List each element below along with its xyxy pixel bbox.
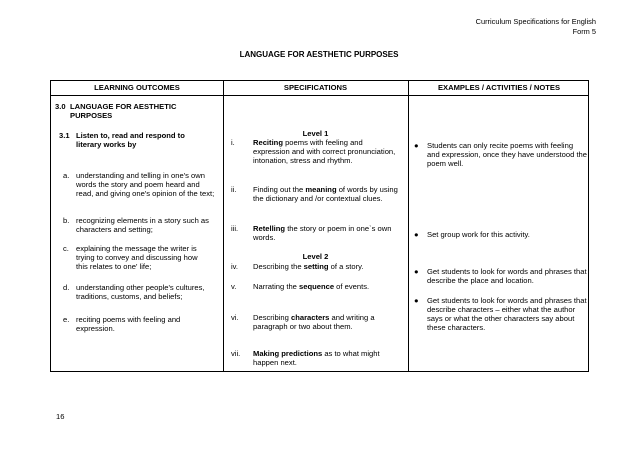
curriculum-table xyxy=(50,80,589,372)
spec-text: Narrating the xyxy=(253,282,300,291)
spec-item xyxy=(253,313,399,331)
spec-text: Describing xyxy=(253,313,291,322)
header-line-1: Curriculum Specifications for English xyxy=(475,17,596,26)
level-1-heading: Level 1 xyxy=(302,129,329,138)
spec-text: poems with feeling and expression and with correct pronunciation, intonation, stress and rhythm. xyxy=(253,138,396,165)
spec-text: Describing the xyxy=(253,262,304,271)
page-number: 16 xyxy=(56,412,65,421)
spec-text: the story or poem in one`s own words. xyxy=(253,224,392,242)
spec-text: of words by using the dictionary and /or contextual clues. xyxy=(253,185,398,203)
spec-marker: i. xyxy=(231,138,235,147)
column-header-learning-outcomes: LEARNING OUTCOMES xyxy=(94,83,180,92)
column-header-examples: EXAMPLES / ACTIVITIES / NOTES xyxy=(437,83,561,92)
spec-keyword: setting xyxy=(303,262,329,271)
header-row-divider xyxy=(51,95,588,96)
subsection-title: Listen to, read and respond to literary works by xyxy=(76,131,185,149)
column-header-specifications: SPECIFICATIONS xyxy=(283,83,348,92)
spec-marker: iii. xyxy=(231,224,239,233)
spec-marker: vii. xyxy=(231,349,241,358)
outcome-item: explaining the message the writer is trying to convey and discussing how this relates to one' life; xyxy=(76,244,198,271)
outcome-marker: d. xyxy=(63,283,70,292)
outcome-item: recognizing elements in a story such as characters and setting; xyxy=(76,216,209,234)
spec-marker: vi. xyxy=(231,313,239,322)
spec-keyword: Retelling xyxy=(253,224,286,233)
spec-text: and writing a paragraph or two about them. xyxy=(253,313,375,331)
subsection-number: 3.1 xyxy=(59,131,70,140)
outcome-item: reciting poems with feeling and expression. xyxy=(76,315,181,333)
spec-marker: ii. xyxy=(231,185,237,194)
column-divider xyxy=(223,81,224,371)
spec-keyword: characters xyxy=(290,313,330,322)
spec-item xyxy=(253,224,399,242)
bullet-icon: ● xyxy=(414,296,419,305)
spec-marker: iv. xyxy=(231,262,239,271)
column-divider xyxy=(408,81,409,371)
outcome-marker: a. xyxy=(63,171,70,180)
spec-keyword: meaning xyxy=(305,185,337,194)
spec-text: Finding out the xyxy=(253,185,306,194)
spec-keyword: Making predictions xyxy=(253,349,323,358)
bullet-icon: ● xyxy=(414,267,419,276)
section-number: 3.0 xyxy=(55,102,66,111)
spec-item xyxy=(253,262,399,271)
header-line-2: Form 5 xyxy=(572,27,596,36)
outcome-marker: b. xyxy=(63,216,70,225)
level-2-heading: Level 2 xyxy=(302,252,329,261)
spec-item xyxy=(253,282,399,291)
spec-item xyxy=(253,349,399,367)
note-item: Students can only recite poems with feeling and expression, once they have understood the poem well. xyxy=(427,141,588,168)
section-title: LANGUAGE FOR AESTHETIC PURPOSES xyxy=(70,102,177,120)
spec-text: of events. xyxy=(334,282,370,291)
spec-text: of a story. xyxy=(328,262,364,271)
outcome-item: understanding other people's cultures, traditions, customs, and beliefs; xyxy=(76,283,205,301)
document-header xyxy=(476,17,596,37)
note-item: Get students to look for words and phrases that describe the place and location. xyxy=(427,267,587,285)
spec-keyword: sequence xyxy=(299,282,335,291)
note-item: Get students to look for words and phrases that describe characters – either what the author says or what the other characters say about these characters. xyxy=(427,296,587,332)
note-item: Set group work for this activity. xyxy=(427,230,530,239)
spec-item xyxy=(253,185,399,203)
spec-keyword: Reciting xyxy=(253,138,283,147)
spec-item xyxy=(253,138,399,165)
bullet-icon: ● xyxy=(414,230,419,239)
outcome-item: understanding and telling in one's own words the story and poem heard and read, and giving one's opinion of the text; xyxy=(76,171,215,198)
outcome-marker: e. xyxy=(63,315,70,324)
bullet-icon: ● xyxy=(414,141,419,150)
spec-marker: v. xyxy=(231,282,237,291)
spec-text: as to what might happen next. xyxy=(253,349,380,367)
outcome-marker: c. xyxy=(63,244,69,253)
page-title: LANGUAGE FOR AESTHETIC PURPOSES xyxy=(239,50,399,59)
